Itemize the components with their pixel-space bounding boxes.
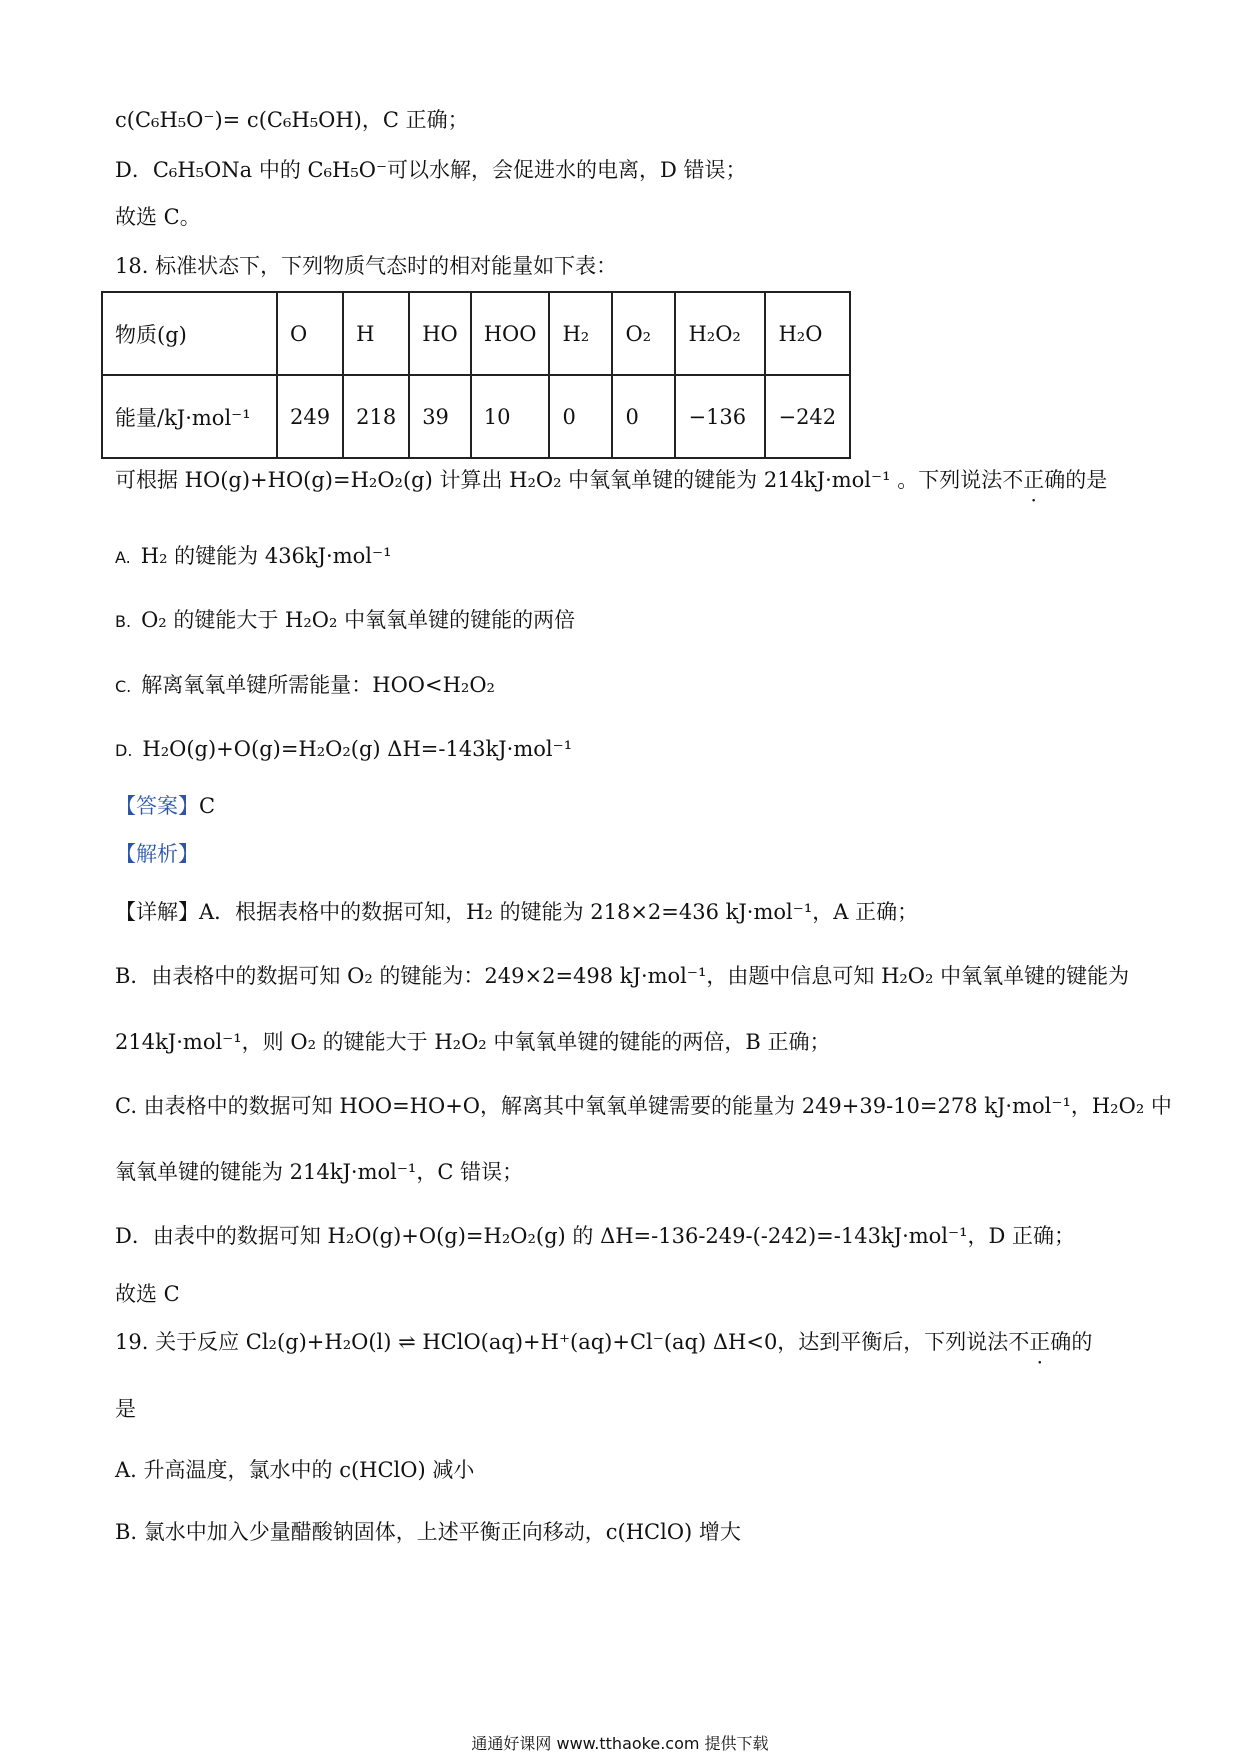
- table-cell: 0: [612, 375, 675, 458]
- explanation-line: 故选 C: [115, 1282, 180, 1306]
- answer-line: [115, 792, 215, 820]
- table-cell: HO: [409, 292, 471, 375]
- table-cell: O₂: [612, 292, 675, 375]
- table-cell: 249: [277, 375, 343, 458]
- answer-tag: 【答案】: [115, 794, 199, 818]
- option-a: A. 升高温度，氯水中的 c(HClO) 减小: [115, 1458, 475, 1482]
- option-text: 解离氧氧单键所需能量：HOO<H₂O₂: [141, 673, 495, 697]
- table-header-row: [102, 292, 850, 375]
- option-text: H₂O(g)+O(g)=H₂O₂(g) ΔH=-143kJ·mol⁻¹: [142, 737, 573, 761]
- analysis-line: [115, 840, 199, 868]
- stem-text: 19. 关于反应 Cl₂(g)+H₂O(l) ⇌ HClO(aq)+H⁺(aq)+Cl⁻(aq) ΔH<0，达到平衡后，下列说法: [115, 1330, 1009, 1354]
- option-d: [115, 735, 572, 765]
- emphasis-text: 不正确: [1002, 468, 1066, 492]
- text-line: 故选 C。: [115, 205, 201, 229]
- option-b: [115, 606, 575, 636]
- explanation-line: B．由表格中的数据可知 O₂ 的键能为：249×2=498 kJ·mol⁻¹，由题中信息可知 H₂O₂ 中氧氧单键的键能为: [115, 964, 1130, 988]
- text-line: c(C₆H₅O⁻)= c(C₆H₅OH)，C 正确；: [115, 108, 469, 132]
- table-cell: H₂: [549, 292, 612, 375]
- stem-text: 的是: [1065, 468, 1108, 492]
- table-cell: HOO: [471, 292, 550, 375]
- table-cell: 218: [343, 375, 409, 458]
- energy-table: [101, 291, 851, 459]
- table-cell: 物质(g): [102, 292, 277, 375]
- explanation-line: 【详解】A．根据表格中的数据可知，H₂ 的键能为 218×2=436 kJ·mol⁻¹，A 正确；: [115, 900, 919, 924]
- stem-text: 的: [1071, 1330, 1093, 1354]
- option-c: [115, 671, 495, 701]
- table-cell: 10: [471, 375, 550, 458]
- option-label: B.: [115, 612, 132, 631]
- question-18-stem: [115, 466, 1107, 494]
- table-cell: 0: [549, 375, 612, 458]
- stem-text: 可根据 HO(g)+HO(g)=H₂O₂(g) 计算出 H₂O₂ 中氧氧单键的键能为 214kJ·mol⁻¹ 。下列说法: [115, 468, 1003, 492]
- emphasis-text: 不正确: [1008, 1330, 1072, 1354]
- option-label: D.: [115, 741, 133, 760]
- option-text: O₂ 的键能大于 H₂O₂ 中氧氧单键的键能的两倍: [141, 608, 576, 632]
- explanation-line: C. 由表格中的数据可知 HOO=HO+O，解离其中氧氧单键需要的能量为 249+39-10=278 kJ·mol⁻¹，H₂O₂ 中: [115, 1094, 1172, 1118]
- option-a: [115, 542, 392, 572]
- table-cell: 39: [409, 375, 471, 458]
- explanation-line: 214kJ·mol⁻¹，则 O₂ 的键能大于 H₂O₂ 中氧氧单键的键能的两倍，B 正确；: [115, 1030, 831, 1054]
- option-label: C.: [115, 677, 132, 696]
- table-cell: −242: [765, 375, 850, 458]
- question-18-title: 18. 标准状态下，下列物质气态时的相对能量如下表：: [115, 254, 618, 278]
- table-row: [102, 375, 850, 458]
- table-cell: −136: [675, 375, 765, 458]
- page-footer: 通通好课网 www.tthaoke.com 提供下载: [471, 1734, 769, 1753]
- option-text: H₂ 的键能为 436kJ·mol⁻¹: [140, 544, 392, 568]
- answer-value: C: [199, 794, 216, 818]
- table-cell: H₂O₂: [675, 292, 765, 375]
- question-19-stem-cont: 是: [115, 1397, 136, 1421]
- table-cell: 能量/kJ·mol⁻¹: [102, 375, 277, 458]
- table-cell: H: [343, 292, 409, 375]
- option-label: A.: [115, 548, 131, 567]
- option-b: B. 氯水中加入少量醋酸钠固体，上述平衡正向移动，c(HClO) 增大: [115, 1520, 741, 1544]
- explanation-line: 氧氧单键的键能为 214kJ·mol⁻¹，C 错误；: [115, 1160, 524, 1184]
- analysis-tag: 【解析】: [115, 842, 199, 866]
- text-line: D．C₆H₅ONa 中的 C₆H₅O⁻可以水解，会促进水的电离，D 错误；: [115, 158, 747, 182]
- table-cell: H₂O: [765, 292, 850, 375]
- question-19-stem: [115, 1328, 1092, 1356]
- table-cell: O: [277, 292, 343, 375]
- explanation-line: D．由表中的数据可知 H₂O(g)+O(g)=H₂O₂(g) 的 ΔH=-136-249-(-242)=-143kJ·mol⁻¹，D 正确；: [115, 1224, 1076, 1248]
